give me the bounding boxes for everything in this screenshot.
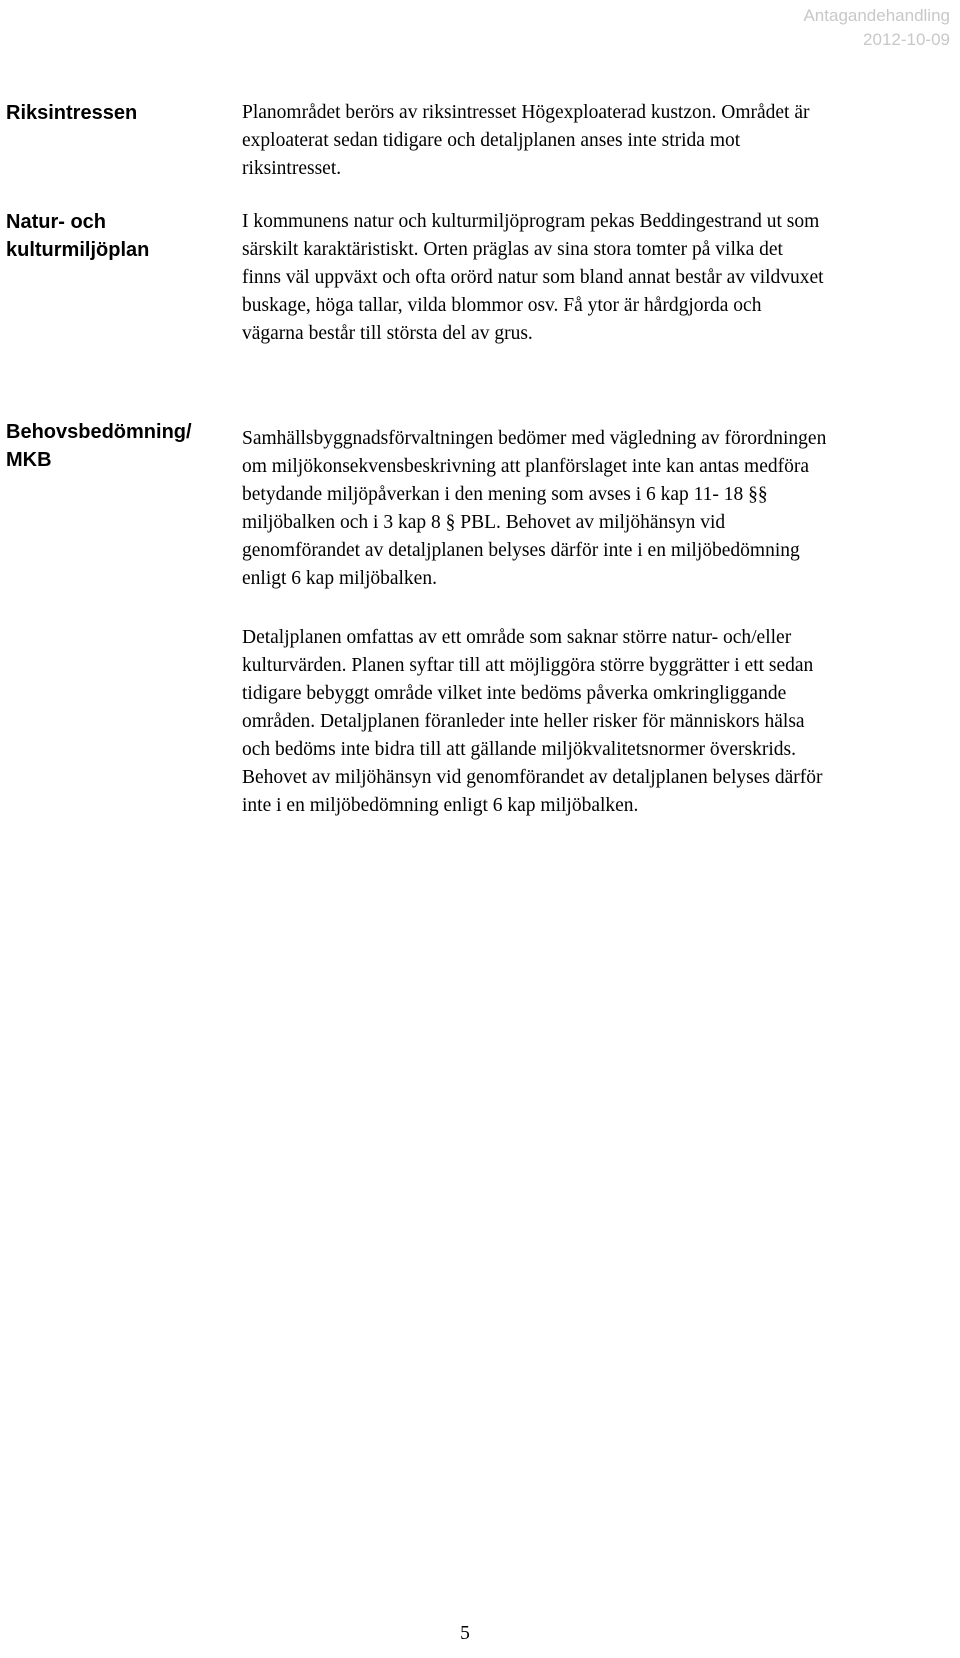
paragraph-line: betydande miljöpåverkan i den mening som avses i 6 kap 11- 18 §§ <box>242 484 768 505</box>
paragraph-line: enligt 6 kap miljöbalken. <box>242 568 437 589</box>
page-number: 5 <box>460 1623 470 1644</box>
paragraph-line: kulturvärden. Planen syftar till att möjliggöra större byggrätter i ett sedan <box>242 655 814 676</box>
section-body-behovsbedomning-paragraph-2 <box>242 624 942 820</box>
paragraph-line: om miljökonsekvensbeskrivning att planförslaget inte kan antas medföra <box>242 456 809 477</box>
paragraph-line: Samhällsbyggnadsförvaltningen bedömer med vägledning av förordningen <box>242 428 827 449</box>
paragraph-line: genomförandet av detaljplanen belyses därför inte i en miljöbedömning <box>242 540 800 561</box>
paragraph-line: finns väl uppväxt och ofta orörd natur som bland annat består av vildvuxet <box>242 267 824 288</box>
paragraph-line: Detaljplanen omfattas av ett område som saknar större natur- och/eller <box>242 627 792 648</box>
document-date: 2012-10-09 <box>863 30 950 49</box>
section-heading-line: Natur- och <box>6 211 106 233</box>
paragraph-line: Planområdet berörs av riksintresset Högexploaterad kustzon. Området är <box>242 102 810 123</box>
section-body-riksintressen <box>242 99 942 183</box>
section-body-natur-kulturmiljoplan <box>242 208 942 348</box>
section-heading-natur-kulturmiljoplan <box>6 208 231 264</box>
paragraph-line: vägarna består till största del av grus. <box>242 323 533 344</box>
paragraph-line: tidigare bebyggt område vilket inte bedöms påverka omkringliggande <box>242 683 787 704</box>
paragraph-line: exploaterat sedan tidigare och detaljplanen anses inte strida mot <box>242 130 741 151</box>
section-heading-line: MKB <box>6 449 52 471</box>
paragraph-line: inte i en miljöbedömning enligt 6 kap miljöbalken. <box>242 795 639 816</box>
paragraph-line: miljöbalken och i 3 kap 8 § PBL. Behovet av miljöhänsyn vid <box>242 512 726 533</box>
section-heading-line: Behovsbedömning/ <box>6 421 192 443</box>
section-heading-riksintressen <box>6 99 231 127</box>
paragraph-line: områden. Detaljplanen föranleder inte heller risker för människors hälsa <box>242 711 805 732</box>
paragraph-line: och bedöms inte bidra till att gällande miljökvalitetsnormer överskrids. <box>242 739 796 760</box>
section-heading-line: Riksintressen <box>6 102 138 124</box>
document-status: Antagandehandling <box>803 6 950 25</box>
paragraph-line: Behovet av miljöhänsyn vid genomförandet av detaljplanen belyses därför <box>242 767 823 788</box>
section-heading-behovsbedomning-mkb <box>6 418 231 474</box>
paragraph-line: riksintresset. <box>242 158 342 179</box>
paragraph-line: buskage, höga tallar, vilda blommor osv. Få ytor är hårdgjorda och <box>242 295 762 316</box>
paragraph-line: I kommunens natur och kulturmiljöprogram pekas Beddingestrand ut som <box>242 211 820 232</box>
paragraph-line: särskilt karaktäristiskt. Orten präglas av sina stora tomter på vilka det <box>242 239 783 260</box>
section-heading-line: kulturmiljöplan <box>6 239 150 261</box>
section-body-behovsbedomning-paragraph-1 <box>242 425 942 593</box>
page-header <box>803 4 950 52</box>
